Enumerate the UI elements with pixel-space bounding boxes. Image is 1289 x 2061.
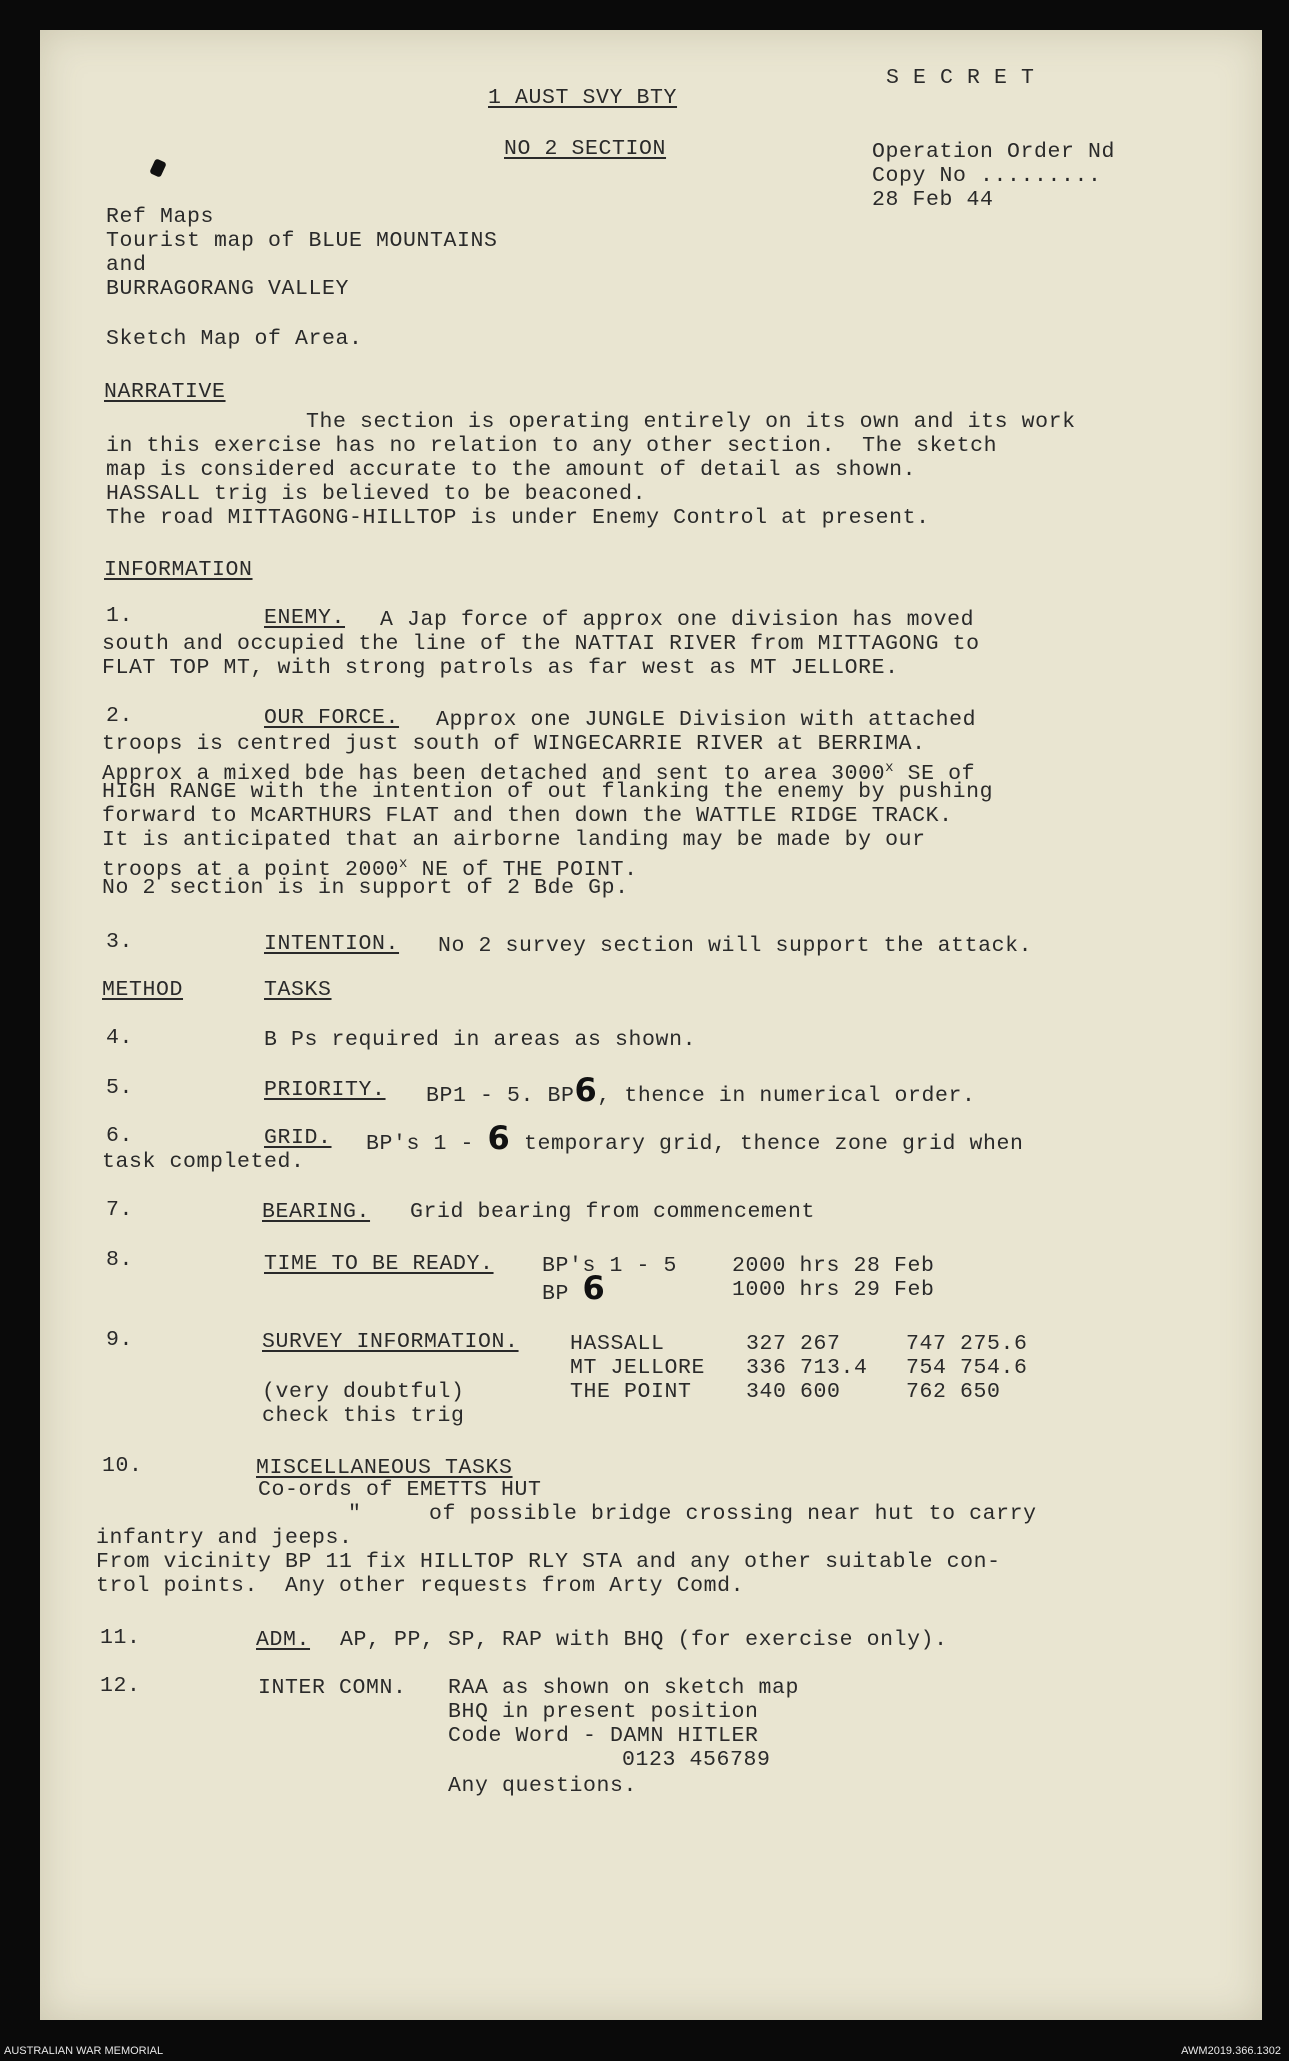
para-line: Any questions. xyxy=(448,1774,638,1798)
para-line: troops is centred just south of WINGECARRIE RIVER at BERRIMA. xyxy=(102,732,926,756)
para-line: B Ps required in areas as shown. xyxy=(264,1028,697,1052)
handwritten-digit: 6 xyxy=(574,1071,598,1109)
narrative-line: The road MITTAGONG-HILLTOP is under Enemy Control at present. xyxy=(106,506,930,530)
refmaps-line: Tourist map of BLUE MOUNTAINS xyxy=(106,229,498,253)
para-number: 5. xyxy=(106,1076,134,1100)
survey-easting: 340 600 xyxy=(746,1380,841,1404)
para-heading: MISCELLANEOUS TASKS xyxy=(256,1456,513,1480)
survey-station: MT JELLORE xyxy=(570,1356,706,1380)
para-heading: SURVEY INFORMATION. xyxy=(262,1330,519,1354)
para-number: 12. xyxy=(100,1674,141,1698)
narrative-line: HASSALL trig is believed to be beaconed. xyxy=(106,482,647,506)
para-heading: GRID. xyxy=(264,1126,332,1150)
para-line: 0123 456789 xyxy=(622,1748,771,1772)
para-line: BP1 - 5. BP6, thence in numerical order. xyxy=(426,1071,976,1109)
para-number: 3. xyxy=(106,930,134,954)
refmaps-line: BURRAGORANG VALLEY xyxy=(106,277,350,301)
para-line: Code Word - DAMN HITLER xyxy=(448,1724,759,1748)
sketch-map-line: Sketch Map of Area. xyxy=(106,327,363,351)
order-date: 28 Feb 44 xyxy=(872,188,994,212)
para-line: infantry and jeeps. xyxy=(96,1526,353,1550)
handwritten-digit: 6 xyxy=(487,1119,511,1157)
handwritten-digit: 6 xyxy=(582,1269,606,1307)
para-heading: PRIORITY. xyxy=(264,1078,386,1102)
para-line: It is anticipated that an airborne landing may be made by our xyxy=(102,828,926,852)
para-heading: ENEMY. xyxy=(264,606,346,630)
survey-northing: 754 754.6 xyxy=(906,1356,1028,1380)
survey-northing: 747 275.6 xyxy=(906,1332,1028,1356)
narrative-line: map is considered accurate to the amount of detail as shown. xyxy=(106,458,917,482)
para-line: task completed. xyxy=(102,1150,305,1174)
narrative-line: in this exercise has no relation to any other section. The sketch xyxy=(106,434,998,458)
tasks-heading: TASKS xyxy=(264,978,332,1002)
survey-easting: 327 267 xyxy=(746,1332,841,1356)
punch-hole-mark xyxy=(149,158,167,178)
para-number: 8. xyxy=(106,1248,134,1272)
para-heading: BEARING. xyxy=(262,1200,371,1224)
para-line: BHQ in present position xyxy=(448,1700,759,1724)
para-number: 6. xyxy=(106,1124,134,1148)
para-heading: INTER COMN. xyxy=(258,1676,407,1700)
para-number: 9. xyxy=(106,1328,134,1352)
para-heading: ADM. xyxy=(256,1628,311,1652)
ready-time: 2000 hrs 28 Feb xyxy=(732,1254,935,1278)
para-number: 7. xyxy=(106,1198,134,1222)
unit-title: 1 AUST SVY BTY xyxy=(488,86,678,110)
refmaps-label: Ref Maps xyxy=(106,205,215,229)
para-number: 4. xyxy=(106,1026,134,1050)
para-line: HIGH RANGE with the intention of out flanking the enemy by pushing xyxy=(102,780,994,804)
para-line: " of possible bridge crossing near hut to carry xyxy=(348,1502,1037,1526)
ready-bp: BP's 1 - 5 xyxy=(542,1254,678,1278)
survey-northing: 762 650 xyxy=(906,1380,1001,1404)
para-number: 1. xyxy=(106,604,134,628)
para-line: Co-ords of EMETTS HUT xyxy=(258,1478,542,1502)
para-line: No 2 survey section will support the attack. xyxy=(438,934,1033,958)
narrative-heading: NARRATIVE xyxy=(104,380,226,404)
para-line: No 2 section is in support of 2 Bde Gp. xyxy=(102,876,629,900)
ready-time: 1000 hrs 29 Feb xyxy=(732,1278,935,1302)
survey-station: HASSALL xyxy=(570,1332,665,1356)
para-heading: OUR FORCE. xyxy=(264,706,400,730)
document-page xyxy=(40,30,1262,2020)
para-number: 2. xyxy=(106,704,134,728)
para-number: 10. xyxy=(102,1454,143,1478)
survey-note: check this trig xyxy=(262,1404,465,1428)
footer-accession: AWM2019.366.1302 xyxy=(1181,2045,1281,2057)
para-line: AP, PP, SP, RAP with BHQ (for exercise only). xyxy=(340,1628,948,1652)
para-line: BP's 1 - 6 temporary grid, thence zone grid when xyxy=(366,1119,1024,1157)
classification: S E C R E T xyxy=(886,66,1035,90)
para-heading: INTENTION. xyxy=(264,932,400,956)
para-line: trol points. Any other requests from Arty Comd. xyxy=(96,1574,745,1598)
para-number: 11. xyxy=(100,1626,141,1650)
ready-bp: BP 6 xyxy=(542,1269,606,1307)
para-line: Approx one JUNGLE Division with attached xyxy=(436,708,977,732)
para-line: FLAT TOP MT, with strong patrols as far west as MT JELLORE. xyxy=(102,656,899,680)
footer-credit: AUSTRALIAN WAR MEMORIAL xyxy=(4,2045,164,2057)
narrative-line: The section is operating entirely on its own and its work xyxy=(306,410,1076,434)
para-line: troops at a point 2000$^x$ NE of THE POINT. xyxy=(102,856,638,883)
para-line: RAA as shown on sketch map xyxy=(448,1676,800,1700)
para-line: From vicinity BP 11 fix HILLTOP RLY STA and any other suitable con- xyxy=(96,1550,1001,1574)
survey-easting: 336 713.4 xyxy=(746,1356,868,1380)
para-line: forward to McARTHURS FLAT and then down the WATTLE RIDGE TRACK. xyxy=(102,804,953,828)
para-line: Approx a mixed bde has been detached and sent to area 3000$^x$ SE of xyxy=(102,760,976,787)
section-title: NO 2 SECTION xyxy=(504,137,667,161)
method-heading: METHOD xyxy=(102,978,184,1002)
copy-number: Copy No ......... xyxy=(872,164,1102,188)
survey-station: THE POINT xyxy=(570,1380,692,1404)
information-heading: INFORMATION xyxy=(104,558,253,582)
refmaps-line: and xyxy=(106,253,147,277)
para-heading: TIME TO BE READY. xyxy=(264,1252,494,1276)
para-line: Grid bearing from commencement xyxy=(410,1200,816,1224)
operation-order: Operation Order Nd xyxy=(872,140,1116,164)
para-line: south and occupied the line of the NATTAI RIVER from MITTAGONG to xyxy=(102,632,980,656)
survey-note: (very doubtful) xyxy=(262,1380,465,1404)
para-line: A Jap force of approx one division has moved xyxy=(380,608,975,632)
